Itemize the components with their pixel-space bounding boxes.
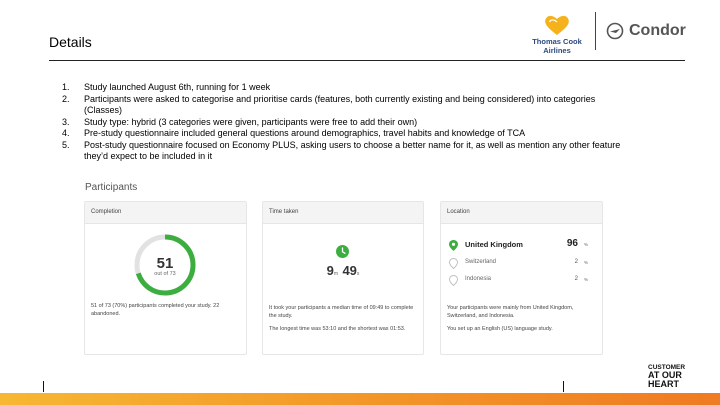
percent-sign: % <box>583 260 588 265</box>
completed-count: 51 <box>156 255 174 272</box>
location-note-countries: Your participants were mainly from United Kingdom, Switzerland, and Indonesia. <box>447 305 574 319</box>
time-taken-card-header: Time taken <box>263 202 423 224</box>
location-pin-icon <box>449 240 458 251</box>
list-number: 5. <box>62 139 70 150</box>
completed-out-of: out of 73 <box>154 271 176 277</box>
location-note-language: You set up an English (US) language study. <box>447 326 553 332</box>
completion-note: 51 of 73 (70%) participants completed your study. 22 abandoned. <box>91 303 220 317</box>
list-item <box>62 128 632 140</box>
condor-circle-icon <box>606 22 624 40</box>
completion-card-header: Completion <box>85 202 246 224</box>
location-row-indonesia <box>449 275 596 287</box>
percent-sign: % <box>583 277 588 282</box>
list-item <box>62 82 632 94</box>
list-text: Post-study questionnaire focused on Economy PLUS, asking users to choose a better name for it, as well as mention any other feature they’d expect to be included in it <box>84 139 621 161</box>
slogan-line-2: AT OUR <box>648 370 682 380</box>
median-time <box>263 262 423 280</box>
customer-at-our-heart-logo <box>648 364 685 388</box>
list-item <box>62 117 632 129</box>
thomas-cook-logo <box>528 12 586 54</box>
location-name: Indonesia <box>465 276 492 282</box>
location-percent: 2 <box>574 259 578 265</box>
list-item <box>62 140 632 163</box>
completion-card <box>84 201 247 355</box>
footer-tick-left <box>43 381 44 392</box>
location-row-united-kingdom <box>449 240 596 252</box>
list-text: Study type: hybrid (3 categories were given, participants were free to add their own) <box>84 116 418 127</box>
time-minutes-unit: m <box>333 271 338 277</box>
slogan-line-3: HEART <box>648 378 679 389</box>
list-number: 4. <box>62 128 70 138</box>
time-taken-note-range: The longest time was 53:10 and the shortest was 01:53. <box>269 326 406 332</box>
clock-icon <box>336 245 349 258</box>
location-name: United Kingdom <box>465 240 523 249</box>
footer-gradient-bar <box>0 393 720 405</box>
time-seconds: 49 <box>342 263 357 278</box>
list-text: Pre-study questionnaire included general questions around demographics, travel habits and knowledge of TCA <box>84 128 526 138</box>
condor-wordmark: Condor <box>629 22 686 39</box>
participants-section-title: Participants <box>85 182 138 193</box>
location-pin-icon <box>449 258 458 269</box>
percent-sign: % <box>583 242 588 247</box>
slogan-line-1: CUSTOMER <box>648 364 686 371</box>
list-number: 3. <box>62 116 70 127</box>
list-text: Participants were asked to categorise and prioritise cards (features, both currently existing and being considered) into categories (Classes) <box>84 93 596 115</box>
details-list <box>62 82 632 163</box>
list-number: 1. <box>62 82 70 92</box>
thomas-cook-wordmark-line2: Airlines <box>543 46 571 55</box>
list-item <box>62 94 632 117</box>
location-percent: 2 <box>574 276 578 282</box>
title-divider <box>49 60 685 61</box>
location-card <box>440 201 603 355</box>
location-percent: 96 <box>566 238 578 249</box>
logo-separator <box>595 12 596 50</box>
location-pin-icon <box>449 275 458 286</box>
slide-title: Details <box>49 34 92 50</box>
footer-tick-right <box>563 381 564 392</box>
thomas-cook-wordmark-line1: Thomas Cook <box>532 37 582 46</box>
time-minutes: 9 <box>326 263 334 278</box>
location-name: Switzerland <box>465 259 497 265</box>
location-row-switzerland <box>449 258 596 270</box>
time-taken-card <box>262 201 424 355</box>
list-text: Study launched August 6th, running for 1 week <box>84 82 271 92</box>
time-seconds-unit: s <box>356 271 360 277</box>
location-card-header: Location <box>441 202 602 224</box>
time-taken-note-median: It took your participants a median time of 09:49 to complete the study. <box>269 305 414 319</box>
sunny-heart-icon <box>544 14 570 36</box>
list-number: 2. <box>62 93 70 104</box>
